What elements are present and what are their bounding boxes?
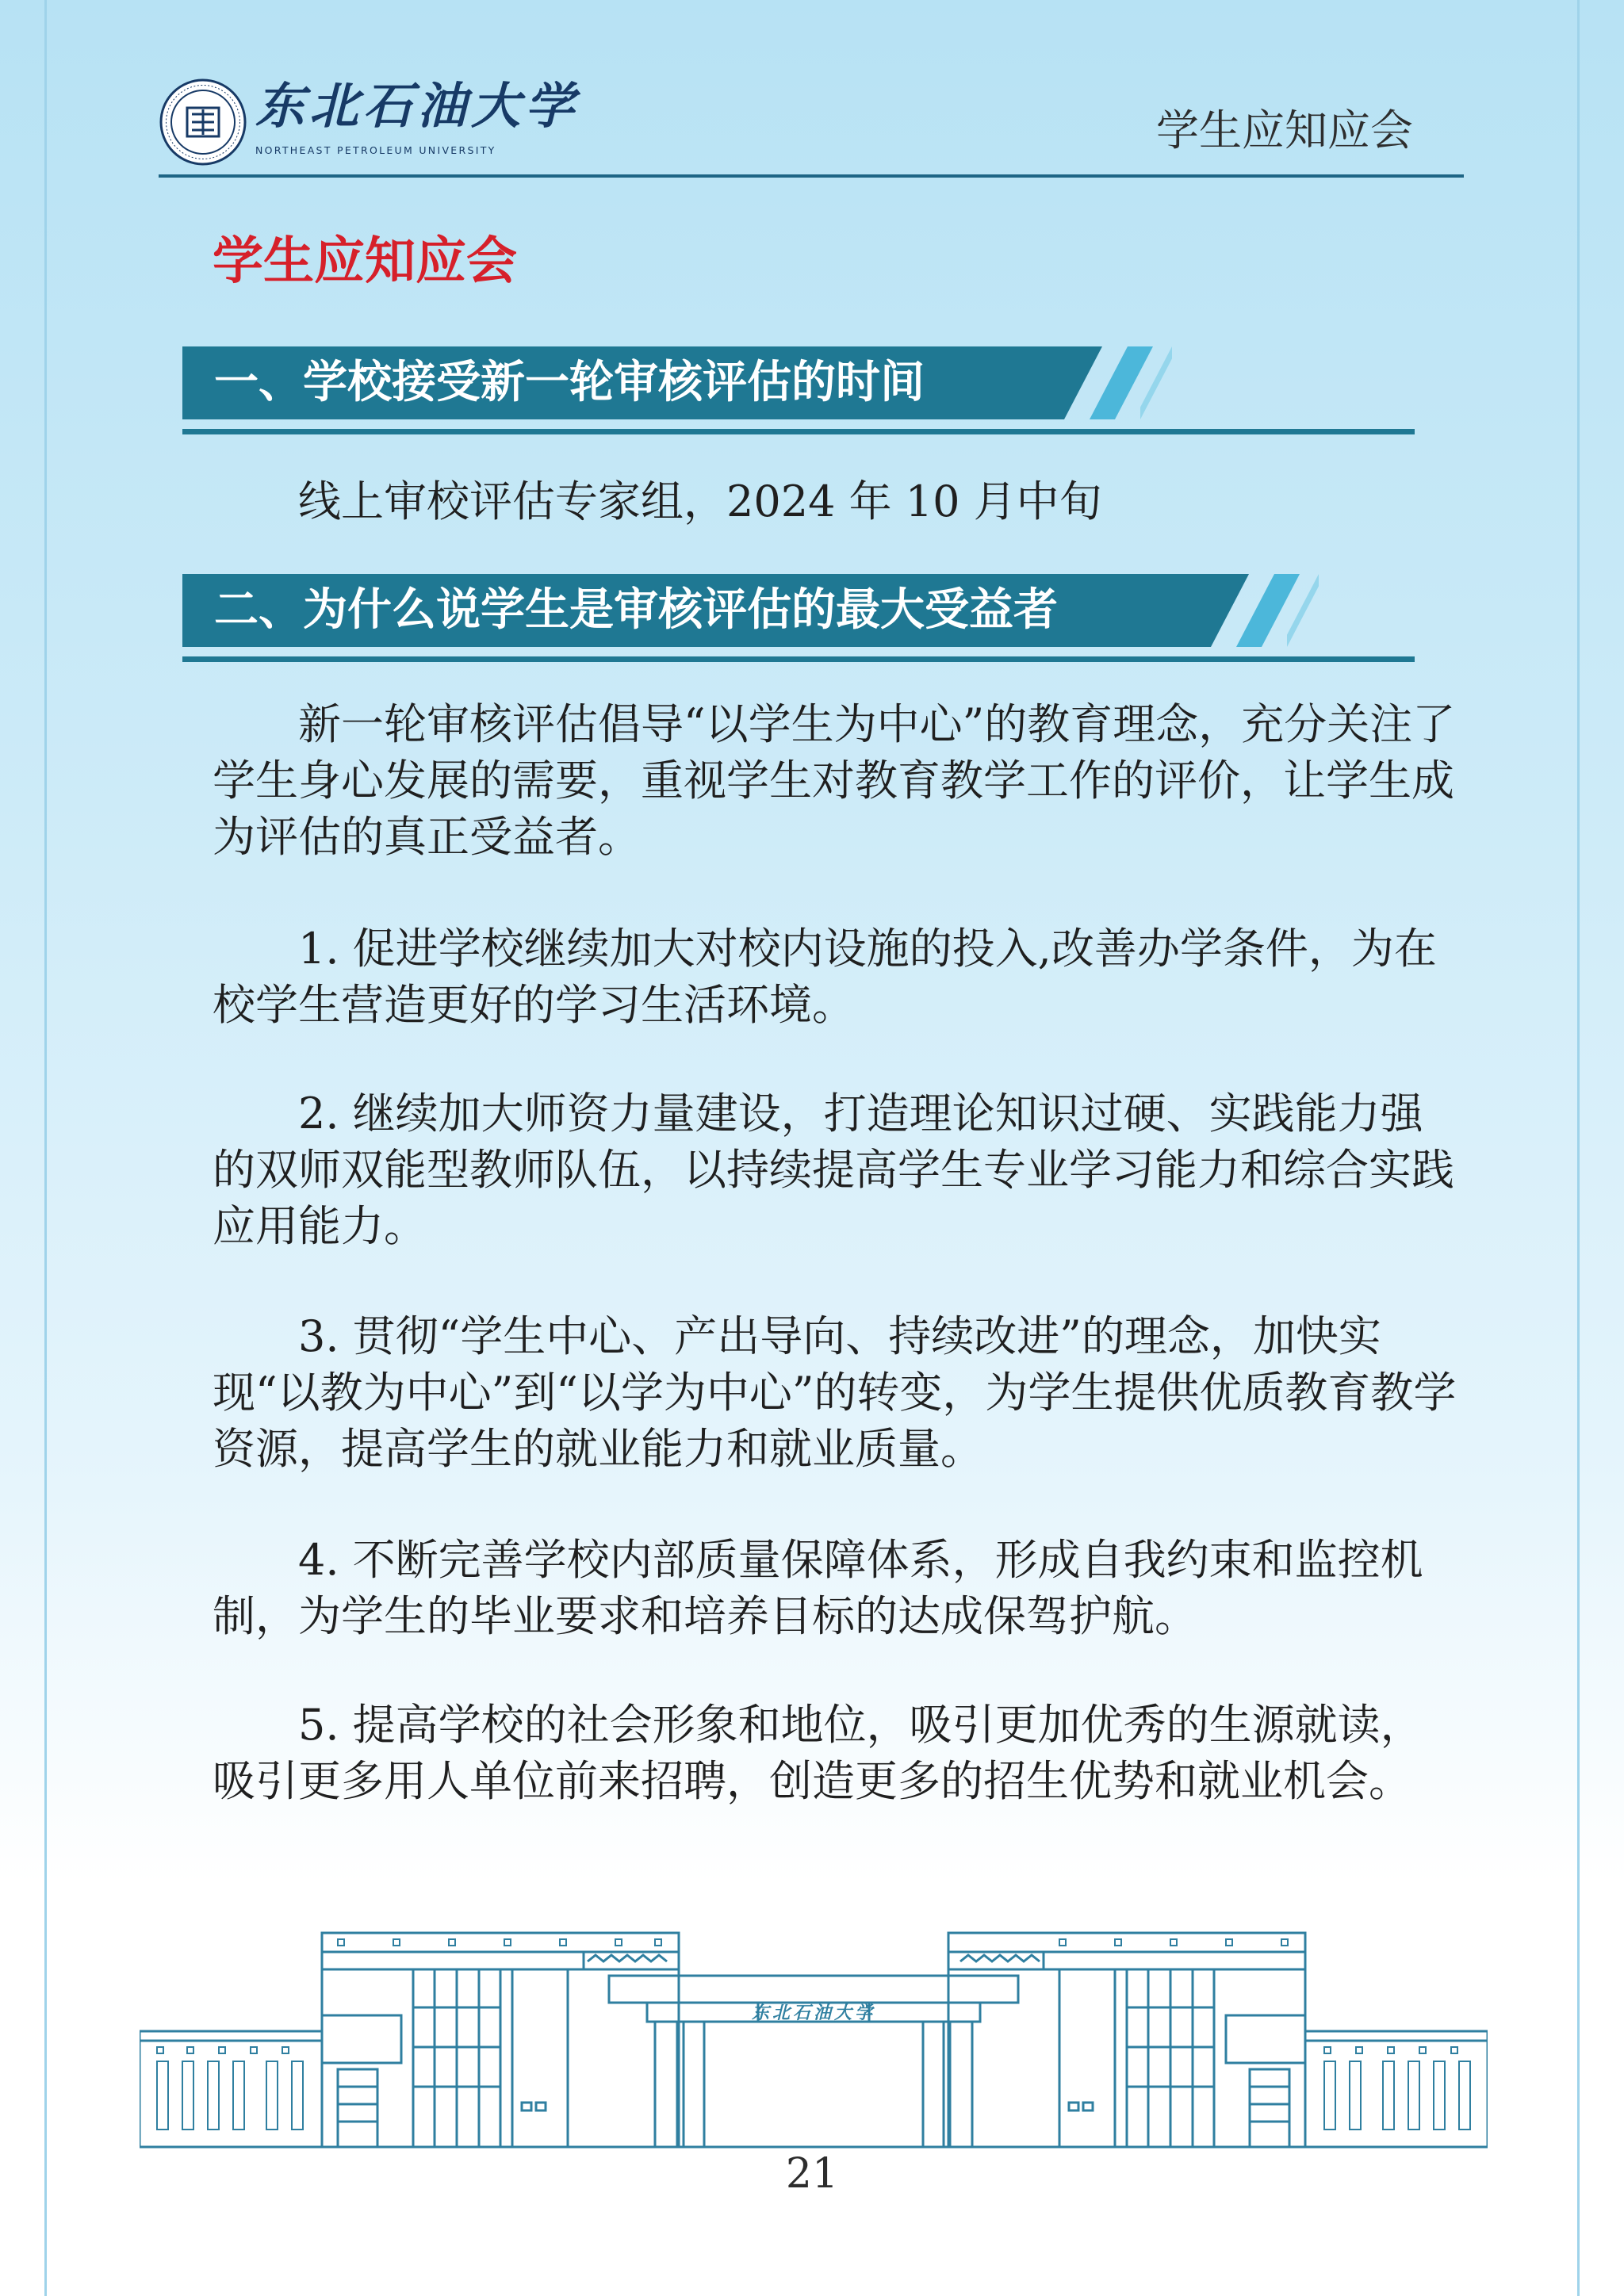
- page-number: 21: [785, 2150, 839, 2198]
- university-name-script: 东北石油大学: [255, 77, 580, 135]
- banner-underline: [182, 656, 1415, 662]
- gate-sign-text: 东北石油大学: [751, 2003, 876, 2023]
- page-edge-right: [1577, 0, 1580, 2296]
- point-2-paragraph: 2. 继续加大师资力量建设，打造理论知识过硬、实践能力强的双师双能型教师队伍，以持续提高学生专业学习能力和综合实践应用能力。: [213, 1089, 1454, 1251]
- page-edge-left: [44, 0, 47, 2296]
- campus-gate-illustration: [140, 1920, 1488, 2150]
- intro-paragraph: 新一轮审核评估倡导“以学生为中心”的教育理念，充分关注了学生身心发展的需要，重视学生对教育教学工作的评价，让学生成为评估的真正受益者。: [213, 699, 1456, 862]
- point-1-paragraph: 1. 促进学校继续加大对校内设施的投入,改善办学条件，为在校学生营造更好的学习生活环境。: [213, 924, 1437, 1030]
- page-title: 学生应知应会: [213, 232, 517, 291]
- section-1-paragraph: 线上审校评估专家组，2024 年 10 月中旬: [298, 476, 1102, 526]
- point-4-paragraph: 4. 不断完善学校内部质量保障体系，形成自我约束和监控机制，为学生的毕业要求和培养目标的达成保驾护航。: [213, 1535, 1423, 1641]
- header-rule: [159, 174, 1464, 178]
- section-heading-1: 一、学校接受新一轮审核评估的时间: [214, 357, 925, 408]
- university-seal-logo: [159, 78, 247, 166]
- university-name-english: NORTHEAST PETROLEUM UNIVERSITY: [255, 144, 496, 156]
- running-header-title: 学生应知应会: [1156, 105, 1413, 155]
- point-5-paragraph: 5. 提高学校的社会形象和地位，吸引更加优秀的生源就读，吸引更多用人单位前来招聘，创造更多的招生优势和就业机会。: [213, 1700, 1423, 1806]
- point-3-paragraph: 3. 贯彻“学生中心、产出导向、持续改进”的理念，加快实现“以教为中心”到“以学为中心”的转变，为学生提供优质教育教学资源，提高学生的就业能力和就业质量。: [213, 1311, 1457, 1474]
- section-heading-2: 二、为什么说学生是审核评估的最大受益者: [214, 584, 1058, 636]
- banner-underline: [182, 429, 1415, 434]
